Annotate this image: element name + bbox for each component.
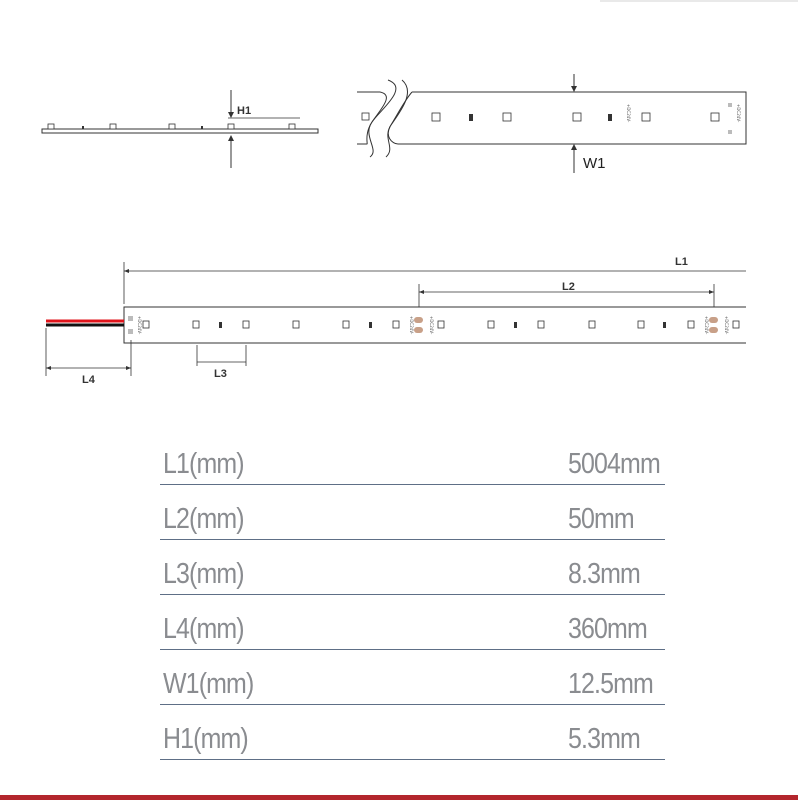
spec-label: H1(mm) bbox=[163, 723, 248, 755]
spec-value: 5.3mm bbox=[568, 723, 640, 755]
pcb-marking: +DC24V- bbox=[704, 316, 709, 335]
h1-label: H1 bbox=[237, 105, 252, 117]
spec-row-l2 bbox=[160, 485, 670, 540]
spec-label: L2(mm) bbox=[163, 503, 244, 535]
pcb-marking: +DC24V- bbox=[736, 104, 741, 123]
pcb-marking: +DC24V- bbox=[137, 316, 142, 335]
spec-row-w1 bbox=[160, 650, 670, 705]
pcb-marking: +DC24V- bbox=[429, 316, 434, 335]
spec-table bbox=[160, 430, 670, 760]
pcb-marking: +DC24V- bbox=[626, 104, 631, 123]
spec-value: 12.5mm bbox=[568, 668, 653, 700]
side-view bbox=[42, 90, 318, 168]
spec-label: W1(mm) bbox=[163, 668, 254, 700]
w1-label: W1 bbox=[583, 155, 606, 172]
spec-value: 360mm bbox=[568, 613, 647, 645]
l1-label: L1 bbox=[675, 256, 688, 268]
spec-label: L4(mm) bbox=[163, 613, 244, 645]
l3-label: L3 bbox=[214, 368, 227, 380]
spec-value: 8.3mm bbox=[568, 558, 640, 590]
spec-label: L1(mm) bbox=[163, 448, 244, 480]
spec-value: 50mm bbox=[568, 503, 634, 535]
bottom-accent-bar bbox=[0, 795, 798, 800]
pcb-marking: +DC24V- bbox=[409, 316, 414, 335]
spec-label: L3(mm) bbox=[163, 558, 244, 590]
spec-row-l1 bbox=[160, 430, 670, 485]
row-divider bbox=[160, 759, 665, 760]
l2-label: L2 bbox=[562, 281, 575, 293]
spec-row-l4 bbox=[160, 595, 670, 650]
top-view bbox=[357, 74, 746, 173]
spec-row-h1 bbox=[160, 705, 670, 760]
pcb-marking: +DC24V- bbox=[724, 316, 729, 335]
length-view bbox=[46, 256, 746, 386]
spec-value: 5004mm bbox=[568, 448, 660, 480]
spec-row-l3 bbox=[160, 540, 670, 595]
l4-label: L4 bbox=[82, 374, 95, 386]
